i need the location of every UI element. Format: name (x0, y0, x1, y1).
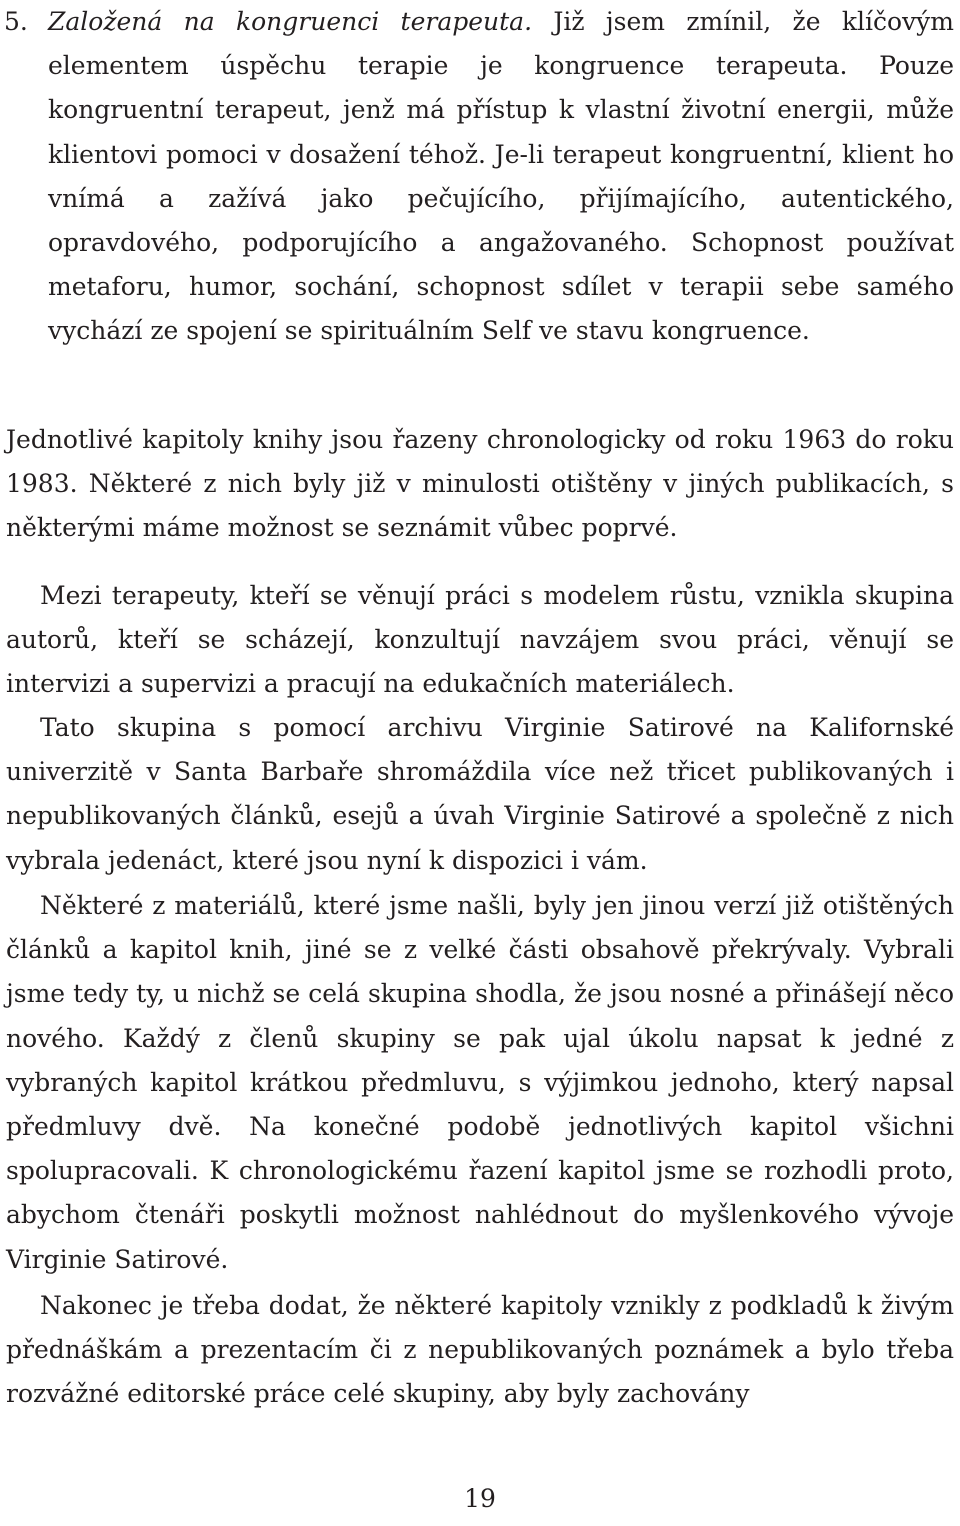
list-item-text: Již jsem zmínil, že klíčovým elementem úspěchu terapie je kongruence terapeuta. Pouze kongruentní terapeut, jenž má přístup k vlastní životní energii, může klientovi pomoci v dosažení téhož. Je-li terapeut kongruentní, klient ho vnímá a zažívá jako pečujícího, přijímajícího, autentického, opravdového, podporujícího a angažovaného. Schopnost používat metaforu, humor, sochání, schopnost sdílet v terapii sebe samého vychází ze spojení se spirituálním Self ve stavu kongruence. (48, 7, 954, 346)
page-number: 19 (464, 1484, 496, 1513)
list-item-5 (4, 0, 954, 354)
paragraph-author-group: Mezi terapeuty, kteří se věnují práci s modelem růstu, vznikla skupina autorů, kteří se scházejí, konzultují navzájem svou práci, věnují se intervizi a supervizi a pracují na edukačních materiálech. (6, 581, 954, 699)
list-item-title: Založená na kongruenci terapeuta. (48, 7, 533, 36)
paragraph-archive: Tato skupina s pomocí archivu Virginie Satirové na Kalifornské univerzitě v Santa Barbaře shromáždila více než třicet publikovaných i nepublikovaných článků, esejů a úvah Virginie Satirové a společně z nich vybrala jedenáct, které jsou nyní k dispozici i vám. (6, 713, 954, 875)
paragraph-chapters-order: Jednotlivé kapitoly knihy jsou řazeny chronologicky od roku 1963 do roku 1983. Některé z nich byly již v minulosti otištěny v jiných publikacích, s některými máme možnost se seznámit vůbec poprvé. (6, 425, 954, 543)
paragraph-selection: Některé z materiálů, které jsme našli, byly jen jinou verzí již otištěných článků a kapitol knih, jiné se z velké části obsahově překrývaly. Vybrali jsme tedy ty, u nichž se celá skupina shodla, že jsou nosné a přinášejí něco nového. Každý z členů skupiny se pak ujal úkolu napsat k jedné z vybraných kapitol krátkou předmluvu, s výjimkou jednoho, který napsal předmluvy dvě. Na konečné podobě jednotlivých kapitol všichni spolupracovali. K chronologickému řazení kapitol jsme se rozhodli proto, abychom čtenáři poskytli možnost nahlédnout do myšlenkového vývoje Virginie Satirové. (6, 891, 954, 1274)
list-item-number: 5. (4, 7, 28, 36)
paragraph-conclusion: Nakonec je třeba dodat, že některé kapitoly vznikly z podkladů k živým přednáškám a prezentacím či z nepublikovaných poznámek a bylo třeba rozvážné editorské práce celé skupiny, aby byly zachovány (6, 1291, 954, 1409)
